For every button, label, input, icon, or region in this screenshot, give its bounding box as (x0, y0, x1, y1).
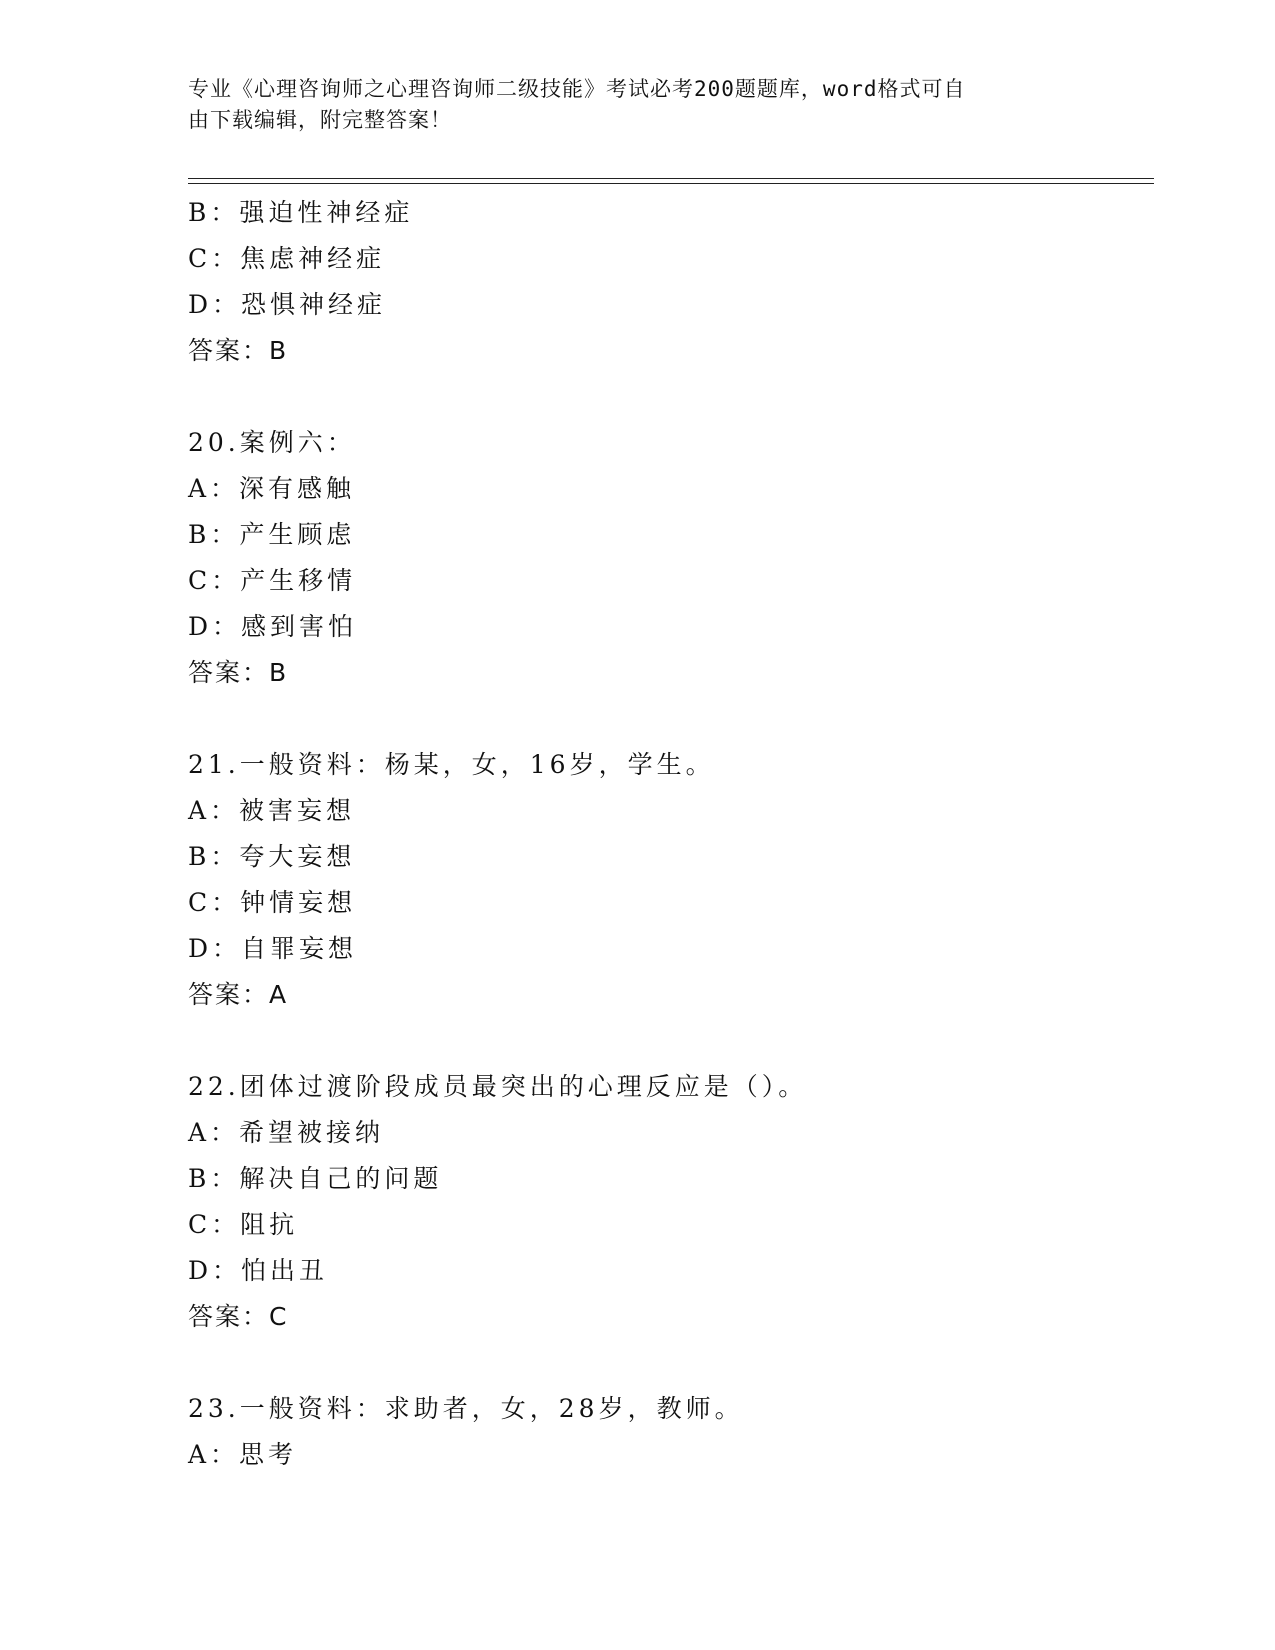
question-block (188, 190, 1154, 374)
option-c: C：焦虑神经症 (188, 244, 386, 273)
option-c: C：钟情妄想 (188, 888, 357, 917)
question-text: 22.团体过渡阶段成员最突出的心理反应是（）。 (188, 1072, 808, 1101)
header-line-2: 由下载编辑，附完整答案！ (188, 108, 452, 132)
option-b: B：夸大妄想 (188, 842, 356, 871)
question-list (188, 190, 1154, 1478)
option-d: D：恐惧神经症 (188, 290, 387, 319)
option-b: B：产生顾虑 (188, 520, 356, 549)
option-d: D：感到害怕 (188, 612, 358, 641)
question-text: 20.案例六： (188, 428, 356, 457)
header-divider-bottom (188, 183, 1154, 184)
header-line-1: 专业《心理咨询师之心理咨询师二级技能》考试必考200题题库，word格式可自 (188, 77, 966, 101)
header-divider-top (188, 178, 1154, 179)
option-c: C：产生移情 (188, 566, 357, 595)
option-b: B：解决自己的问题 (188, 1164, 443, 1193)
question-block (188, 1064, 1154, 1340)
option-a: A：思考 (188, 1440, 298, 1469)
option-d: D：自罪妄想 (188, 934, 358, 963)
question-block (188, 420, 1154, 696)
option-a: A：希望被接纳 (188, 1118, 385, 1147)
question-text: 23.一般资料：求助者，女，28岁，教师。 (188, 1394, 744, 1423)
question-block (188, 742, 1154, 1018)
option-c: C：阻抗 (188, 1210, 299, 1239)
option-a: A：被害妄想 (188, 796, 356, 825)
question-block (188, 1386, 1154, 1478)
question-text: 21.一般资料：杨某，女，16岁，学生。 (188, 750, 715, 779)
document-header (188, 74, 1068, 136)
option-d: D：怕出丑 (188, 1256, 329, 1285)
answer-line: 答案：C (188, 1302, 289, 1331)
answer-line: 答案：B (188, 336, 289, 365)
option-a: A：深有感触 (188, 474, 356, 503)
answer-line: 答案：A (188, 980, 289, 1009)
option-b: B：强迫性神经症 (188, 198, 414, 227)
answer-line: 答案：B (188, 658, 289, 687)
